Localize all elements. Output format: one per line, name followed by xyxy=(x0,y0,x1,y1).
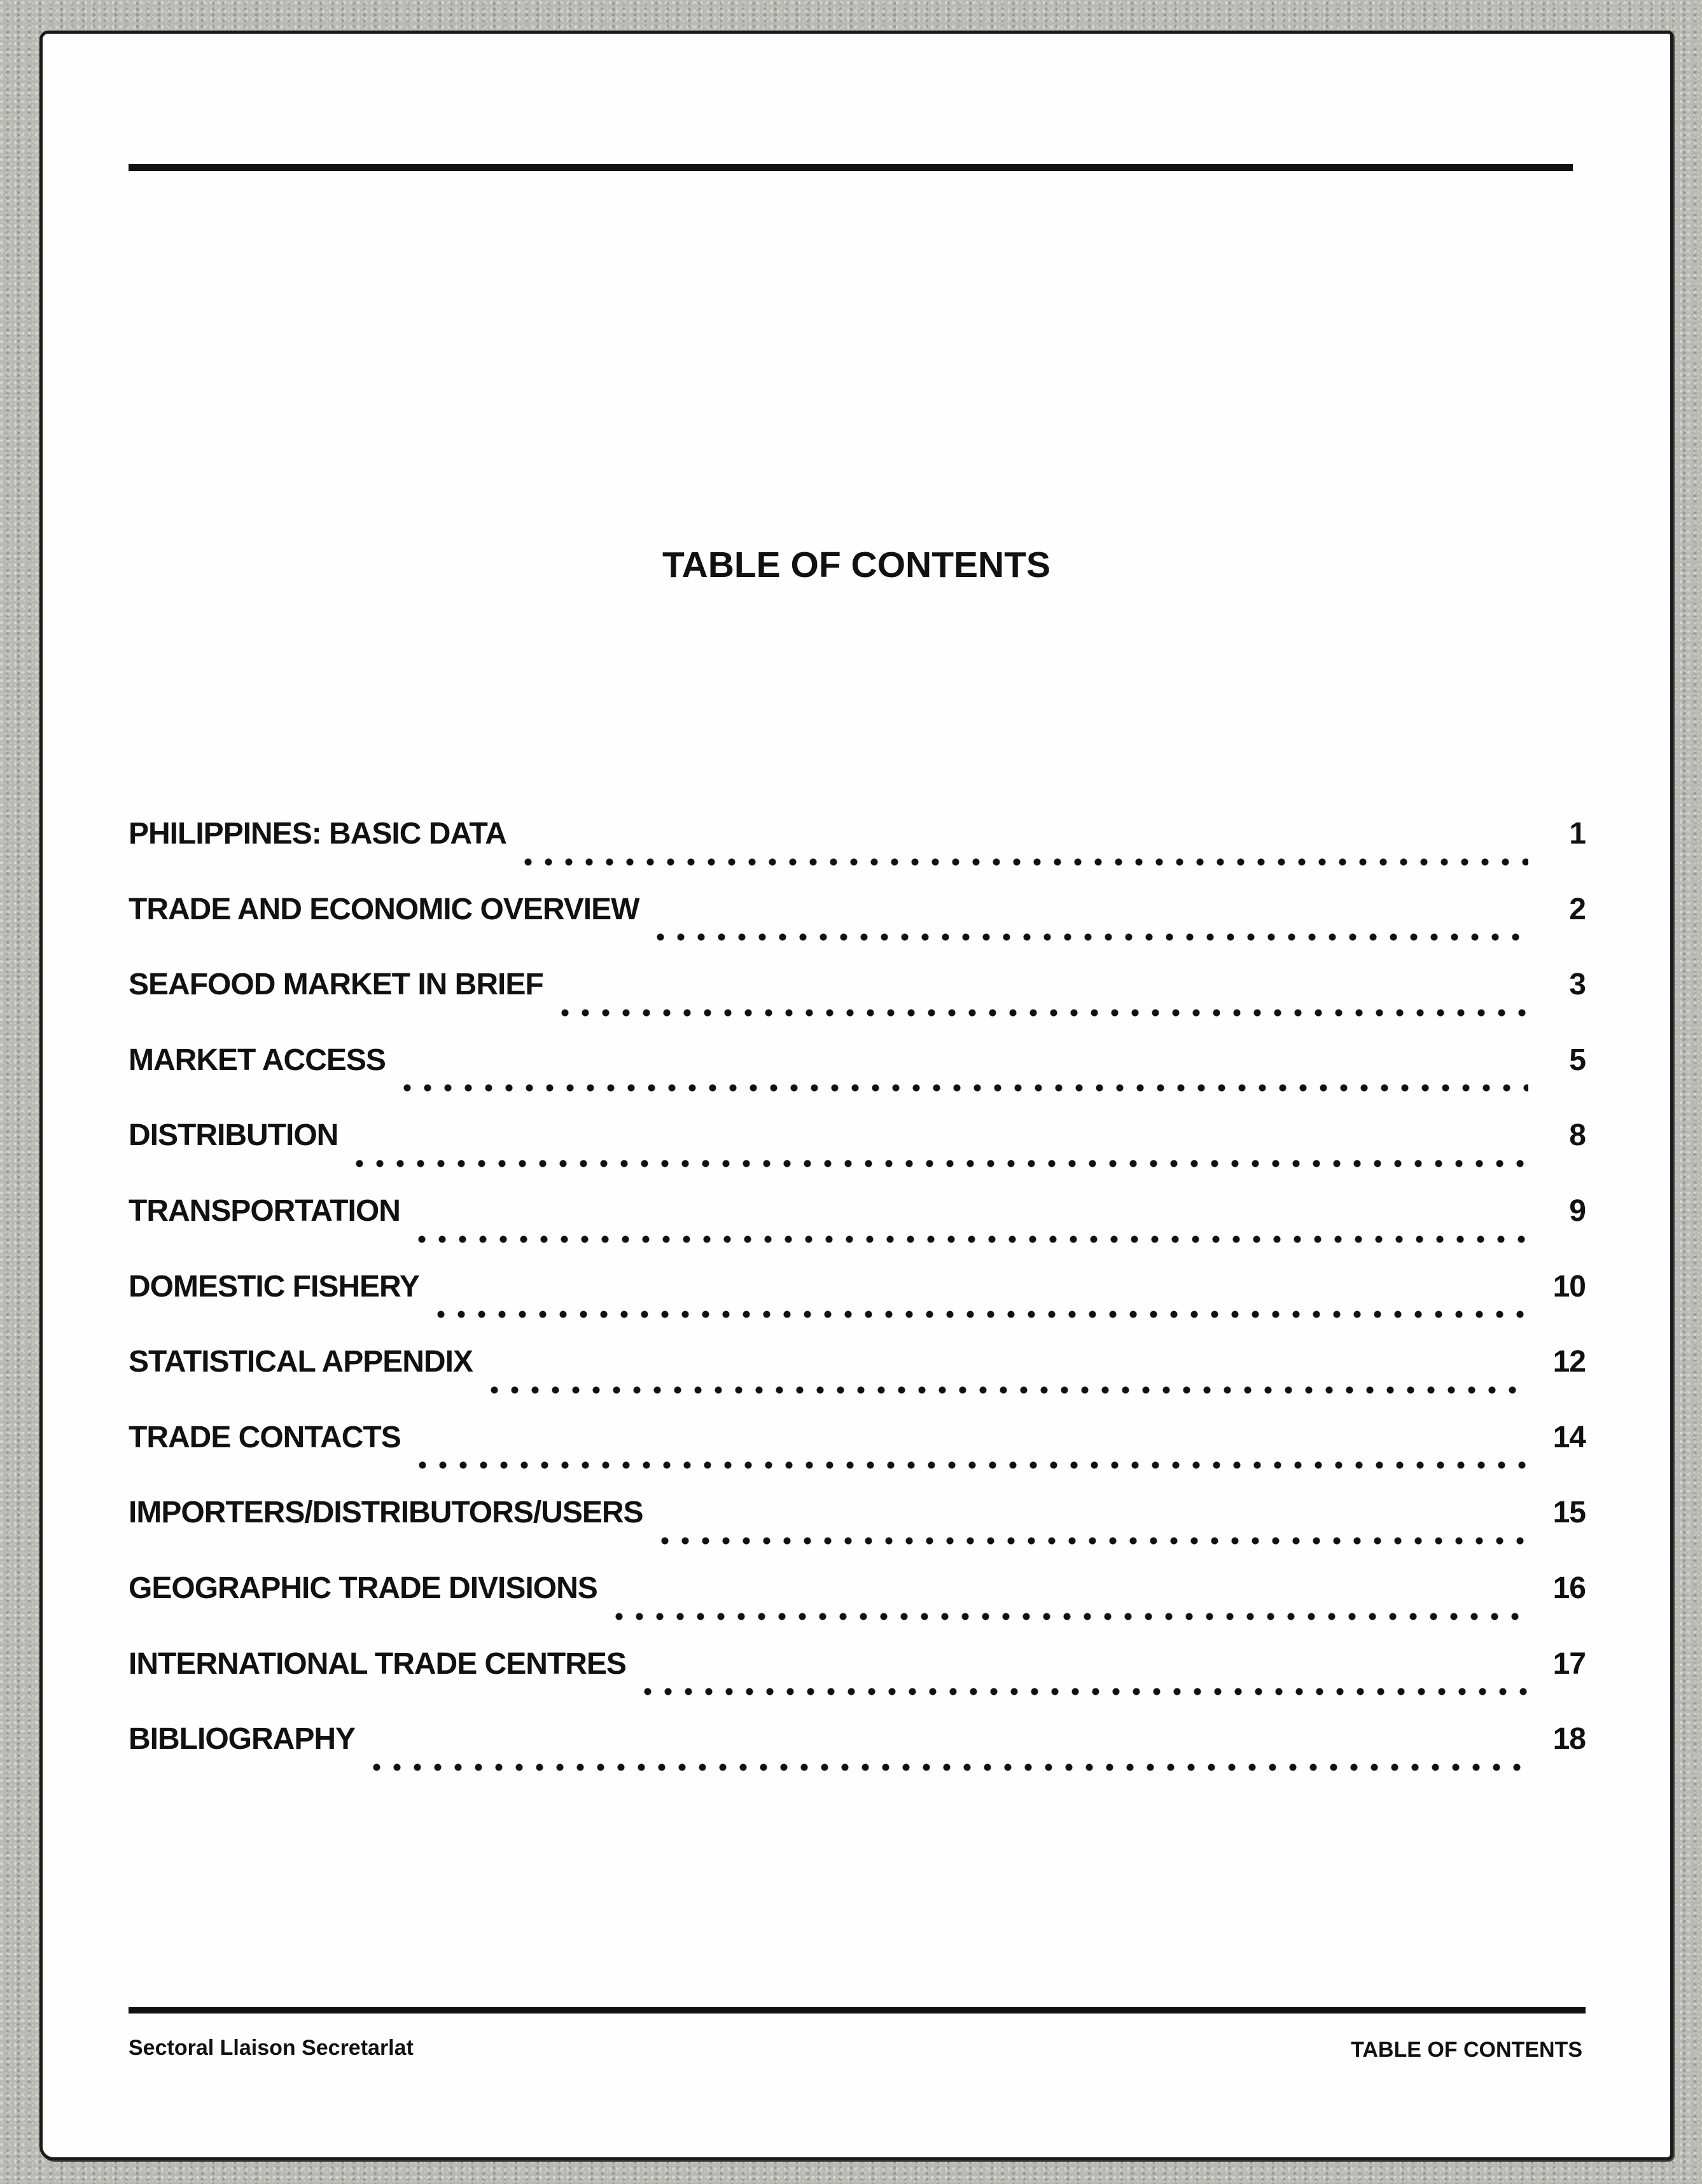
dot-leader xyxy=(555,1008,1528,1017)
toc-entry xyxy=(129,892,1586,968)
toc-entry-label: DISTRIBUTION xyxy=(129,1118,338,1153)
footer-section-title: TABLE OF CONTENTS xyxy=(1351,2038,1582,2062)
dot-leader xyxy=(655,1536,1528,1545)
toc-entry xyxy=(129,1344,1586,1420)
dot-leader xyxy=(638,1687,1528,1696)
dot-leader xyxy=(366,1763,1528,1772)
header-rule xyxy=(129,164,1573,171)
toc-entry-page: 8 xyxy=(1569,1118,1586,1153)
dot-leader xyxy=(431,1310,1528,1319)
toc-entry-label: INTERNATIONAL TRADE CENTRES xyxy=(129,1646,626,1681)
toc-entry-page: 16 xyxy=(1552,1571,1586,1605)
toc-entry-page: 9 xyxy=(1569,1193,1586,1228)
toc-entry xyxy=(129,1193,1586,1269)
dot-leader xyxy=(650,933,1528,942)
toc-entry-page: 2 xyxy=(1569,892,1586,926)
toc-entry xyxy=(129,967,1586,1043)
toc-entry xyxy=(129,1721,1586,1797)
toc-entry-label: PHILIPPINES: BASIC DATA xyxy=(129,817,506,851)
toc-entry-label: DOMESTIC FISHERY xyxy=(129,1269,419,1304)
toc-entry-page: 17 xyxy=(1552,1646,1586,1681)
toc-entry-label: GEOGRAPHIC TRADE DIVISIONS xyxy=(129,1571,597,1605)
toc-entry xyxy=(129,1646,1586,1722)
dot-leader xyxy=(349,1159,1528,1168)
document-page xyxy=(39,31,1673,2160)
footer-publisher: Sectoral Llaison Secretarlat xyxy=(129,2036,414,2060)
toc-entry xyxy=(129,1420,1586,1496)
toc-entry xyxy=(129,1571,1586,1646)
dot-leader xyxy=(518,858,1528,866)
page-title: TABLE OF CONTENTS xyxy=(662,545,1051,585)
toc-entry-label: TRANSPORTATION xyxy=(129,1193,400,1228)
toc-entry-label: MARKET ACCESS xyxy=(129,1043,386,1077)
toc-entry-page: 5 xyxy=(1569,1043,1586,1077)
toc-entry-page: 3 xyxy=(1569,968,1586,1002)
dot-leader xyxy=(412,1235,1528,1244)
toc-entry-page: 18 xyxy=(1552,1722,1586,1756)
toc-entry-label: STATISTICAL APPENDIX xyxy=(129,1345,473,1379)
dot-leader xyxy=(609,1612,1528,1621)
toc-entry xyxy=(129,1269,1586,1345)
footer-rule xyxy=(129,2007,1586,2014)
toc-entry-label: IMPORTERS/DISTRIBUTORS/USERS xyxy=(129,1496,643,1530)
toc-entry-page: 1 xyxy=(1569,817,1586,851)
toc-entry-label: TRADE CONTACTS xyxy=(129,1420,401,1454)
dot-leader xyxy=(412,1461,1528,1470)
toc-entry xyxy=(129,1043,1586,1118)
toc-entry xyxy=(129,1495,1586,1571)
toc-entry-label: SEAFOOD MARKET IN BRIEF xyxy=(129,968,543,1002)
dot-leader xyxy=(397,1083,1528,1092)
toc-list xyxy=(129,816,1586,1797)
toc-entry-label: TRADE AND ECONOMIC OVERVIEW xyxy=(129,892,639,926)
toc-entry-page: 15 xyxy=(1552,1496,1586,1530)
dot-leader xyxy=(484,1386,1528,1395)
toc-entry xyxy=(129,1118,1586,1193)
toc-entry-label: BIBLIOGRAPHY xyxy=(129,1722,356,1756)
toc-entry xyxy=(129,816,1586,892)
toc-entry-page: 12 xyxy=(1552,1345,1586,1379)
toc-entry-page: 14 xyxy=(1552,1420,1586,1454)
toc-entry-page: 10 xyxy=(1552,1269,1586,1304)
